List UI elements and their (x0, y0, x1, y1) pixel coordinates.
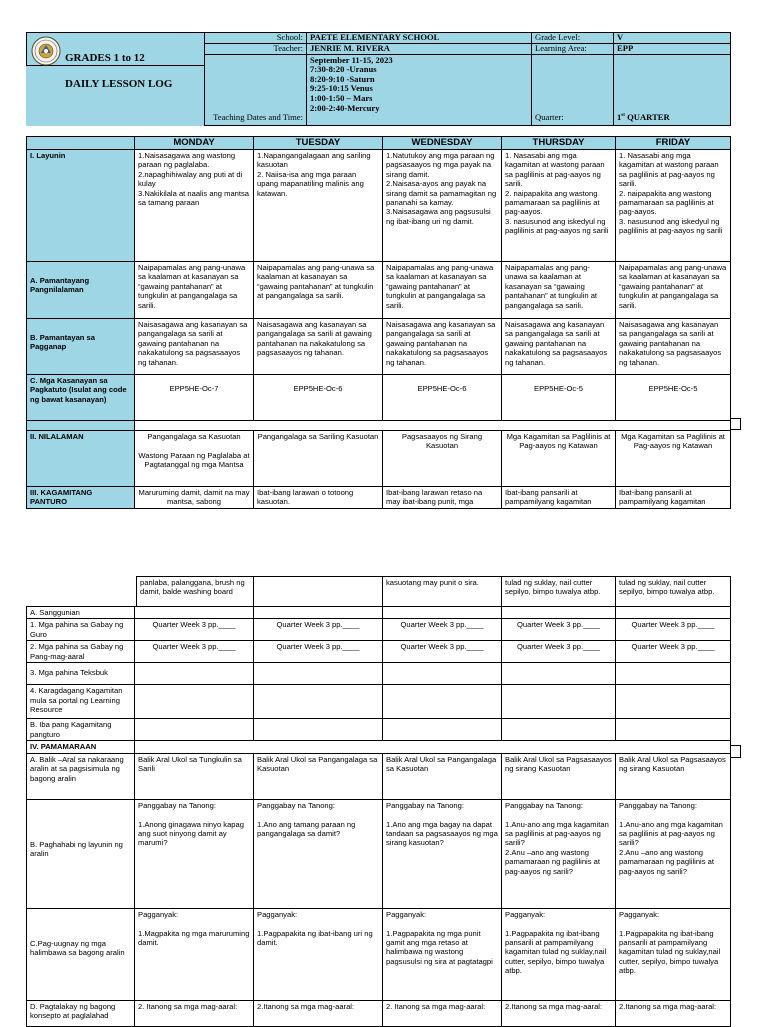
table-cell (616, 607, 731, 619)
dates-value: September 11-15, 2023 7:30-8:20 -Uranus 8:20-9:10 -Saturn 9:25-10:15 Venus 1:00-1:50 – Mars 2:00-2:40-Mercury (307, 54, 532, 125)
table-row (27, 619, 731, 641)
table-cell: kasuotang may punit o sira. (383, 577, 502, 607)
section-label: IV. PAMAMARAAN (27, 741, 135, 753)
lesson-table-page2 (26, 606, 731, 1027)
table-cell: Pagsasaayos ng Sirang Kasuotan (383, 431, 502, 487)
table-cell (135, 685, 254, 719)
table-row (27, 487, 731, 509)
table-cell: Naisasagawa ang kasanayan sa pangangalaga sa sarili at gawaing pantahanan na nakakatulong sa pagsasaayos ng tahanan. (254, 319, 383, 375)
table-cell: Naipapamalas ang pang-unawa sa kaalaman at kasanayan sa “gawaing pantahanan” at tungkulin at pangangalaga sa sarili. (383, 262, 502, 319)
table-cell: 1. Nasasabi ang mga kagamitan at wastong paraan sa paglilinis at pag-aayos ng sarili. 2. naipapakita ang wastong pamamaraan sa paglilinis at pag-aayos. 3. nasusunod ang iskedyul ng paglilinis at pag-aayos ng sarili (616, 150, 731, 262)
table-cell: 2.Itanong sa mga mag-aaral: (502, 1000, 616, 1026)
table-cell: Ibat-ibang larawan o totoong kasuotan. (254, 487, 383, 509)
table-cell (383, 719, 502, 741)
table-cell: Mga Kagamitan sa Paglilinis at Pag-aayos ng Katawan (502, 431, 616, 487)
day-header-row (27, 137, 731, 150)
table-cell: Quarter Week 3 pp.____ (502, 619, 616, 641)
row-label: III. KAGAMITANG PANTURO (27, 487, 135, 509)
row-label: A. Balik –Aral sa nakaraang aralin at sa pagsisimula ng bagong aralin (27, 753, 135, 799)
area-value: EPP (614, 43, 731, 54)
table-cell: Quarter Week 3 pp.____ (135, 619, 254, 641)
table-cell: Quarter Week 3 pp.____ (502, 641, 616, 663)
table-cell: 2.Itanong sa mga mag-aaral: (254, 1000, 383, 1026)
row-label: 3. Mga pahina Teksbuk (27, 663, 135, 685)
row-label: C.Pag-uugnay ng mga halimbawa sa bagong aralin (27, 908, 135, 1000)
table-cell: Quarter Week 3 pp.____ (254, 641, 383, 663)
table-cell (254, 577, 383, 607)
table-cell: Quarter Week 3 pp.____ (383, 619, 502, 641)
table-cell: Panggabay na Tanong: 1.Anong ginagawa ninyo kapag ang suot ninyong damit ay marumi? (135, 799, 254, 908)
table-cell: EPP5HE-Oc-6 (383, 375, 502, 421)
table-edge-mark (730, 745, 741, 758)
table-cell: Pagganyak: 1.Pagpapakita ng ibat-ibang pansarili at pampamilyang kagamitan tulad ng suklay,nail cutter, sepilyo, bimpo tuwalya atbp. (502, 908, 616, 1000)
dates-label: Teaching Dates and Time: (205, 54, 307, 125)
table-cell (254, 685, 383, 719)
table-cell: Quarter Week 3 pp.____ (616, 619, 731, 641)
table-cell: Quarter Week 3 pp.____ (135, 641, 254, 663)
row-label: D. Pagtalakay ng bagong konsepto at paglalahad (27, 1000, 135, 1026)
table-cell (616, 719, 731, 741)
table-cell: Pagganyak: 1.Pagpapakita ng mga punit gamit ang mga retaso at halimbawa ng wastong pagsusulsi ng sira at pagtatagpi (383, 908, 502, 1000)
table-cell (383, 685, 502, 719)
quarter-text: QUARTER (627, 112, 670, 122)
table-cell: EPP5HE-Oc-5 (616, 375, 731, 421)
table-cell: 2. Itanong sa mga mag-aaral: (135, 1000, 254, 1026)
school-label: School: (205, 33, 307, 44)
table-cell: Pagganyak: 1.Magpakita ng mga maruruming damit. (135, 908, 254, 1000)
table-cell (616, 685, 731, 719)
table-cell: 2.Itanong sa mga mag-aaral: (616, 1000, 731, 1026)
table-cell (616, 663, 731, 685)
table-cell (135, 607, 254, 619)
row-label: A. Pamantayang Pangnilalaman (27, 262, 135, 319)
table-row (27, 1000, 731, 1026)
table-cell: Pangangalaga sa Sariling Kasuotan (254, 431, 383, 487)
table-cell: Mga Kagamitan sa Paglilinis at Pag-aayos ng Katawan (616, 431, 731, 487)
section-row (27, 741, 731, 753)
table-cell: Ibat-ibang larawan retaso na may ibat-ibang punit, mga (383, 487, 502, 509)
table-row (27, 799, 731, 908)
quarter-num: 1 (617, 112, 622, 122)
row-label: 4. Karagdagang Kagamitan mula sa portal ng Learning Resource (27, 685, 135, 719)
table-row (27, 753, 731, 799)
row-label: II. NILALAMAN (27, 431, 135, 487)
quarter-value (614, 54, 731, 125)
table-row (27, 685, 731, 719)
row-label: B. Iba pang Kagamitang pangturo (27, 719, 135, 741)
table-cell: 2. Itanong sa mga mag-aaral: (383, 1000, 502, 1026)
table-cell: Pangangalaga sa Kasuotan Wastong Paraan ng Paglalaba at Pagtatanggal ng mga Mantsa (135, 431, 254, 487)
continuation-row (137, 577, 731, 607)
table-cell (254, 719, 383, 741)
table-cell: Pagganyak: 1.Pagpapakita ng ibat-ibang uri ng damit. (254, 908, 383, 1000)
table-cell: Panggabay na Tanong: 1.Anu-ano ang mga kagamitan sa paglilinis at pag-aayos ng sarili? 2.Anu –ano ang wastong pamamaraan ng paglilinis at pag-aayos ng sarili? (502, 799, 616, 908)
table-cell (383, 607, 502, 619)
table-row (27, 641, 731, 663)
table-cell: tulad ng suklay, nail cutter sepilyo, bimpo tuwalya atbp. (616, 577, 731, 607)
row-label: C. Mga Kasanayan sa Pagkatuto (Isulat ang code ng bawat kasanayan) (27, 375, 135, 421)
table-cell: Naipapamalas ang pang-unawa sa kaalaman at kasanayan sa “gawaing pantahanan” at tungkulin at pangangalaga sa sarili. (502, 262, 616, 319)
day-header: THURSDAY (502, 137, 616, 150)
table-cell (383, 663, 502, 685)
table-cell (254, 607, 383, 619)
row-label: 1. Mga pahina sa Gabay ng Guro (27, 619, 135, 641)
table-cell: Balik Aral Ukol sa Pangangalaga sa Kasuotan (383, 753, 502, 799)
table-cell: Panggabay na Tanong: 1.Ano ang tamang paraan ng pangangalaga sa damit? (254, 799, 383, 908)
table-cell: EPP5HE-Oc-5 (502, 375, 616, 421)
table-cell: Quarter Week 3 pp.____ (254, 619, 383, 641)
header-logo-cell (27, 33, 205, 90)
table-cell: Ibat-ibang pansarili at pampamilyang kagamitan (502, 487, 616, 509)
quarter-label: Quarter: (532, 54, 614, 125)
table-cell: Naipapamalas ang pang-unawa sa kaalaman at kasanayan sa “gawaing pantahanan” at tungkulin at pangangalaga sa sarili. (616, 262, 731, 319)
table-cell (502, 607, 616, 619)
teacher-value: JENRIE M. RIVERA (307, 43, 532, 54)
table-cell: 1.Naisasagawa ang wastong paraan ng paglalaba. 2.napaghihiwalay ang puti at di kulay 3.Nakikilala at naalis ang mantsa sa tamang paraan (135, 150, 254, 262)
row-label: B. Paghahabi ng layunin ng aralin (27, 799, 135, 908)
table-row (27, 663, 731, 685)
table-cell: EPP5HE-Oc-6 (254, 375, 383, 421)
spacer-cell (135, 421, 731, 431)
table-cell: 1. Nasasabi ang mga kagamitan at wastong paraan sa paglilinis at pag-aayos ng sarili. 2. naipapakita ang wastong pamamaraan sa paglilinis at pag-aayos. 3. nasusunod ang iskedyul ng paglilinis at pag-aayos ng sarili (502, 150, 616, 262)
table-row (27, 375, 731, 421)
row-label: I. Layunin (27, 150, 135, 262)
table-cell: Quarter Week 3 pp.____ (383, 641, 502, 663)
table-row (27, 431, 731, 487)
table-cell (502, 719, 616, 741)
table-row (27, 262, 731, 319)
deped-seal-icon (31, 36, 61, 66)
corner-cell (27, 137, 135, 150)
day-header: MONDAY (135, 137, 254, 150)
day-header: FRIDAY (616, 137, 731, 150)
table-cell: panlaba, palanggana, brush ng damit, balde washing board (137, 577, 254, 607)
table-row (27, 719, 731, 741)
table-cell: 1.Napangangalagaan ang sariling kasuotan 2. Naiisa-isa ang mga paraan upang mapanatiling malinis ang katawan. (254, 150, 383, 262)
table-cell (502, 663, 616, 685)
table-cell: 1.Natutukoy ang mga paraan ng pagsasaayos ng mga payak na sirang damit. 2.Naisasa-ayos ang payak na sirang damit sa pamamagitan ng pananahi sa kamay. 3.Naisasagawa ang pagsusulsi ng ibat-ibang uri ng damit. (383, 150, 502, 262)
table-cell: Pagganyak: 1.Pagpapakita ng ibat-ibang pansarili at pampamilyang kagamitan tulad ng suklay,nail cutter, sepilyo, bimpo tuwalya atbp. (616, 908, 731, 1000)
table-row (27, 319, 731, 375)
table-row (27, 908, 731, 1000)
spacer-row (27, 421, 731, 431)
day-header: WEDNESDAY (383, 137, 502, 150)
table-cell: Naipapamalas ang pang-unawa sa kaalaman at kasanayan sa “gawaing pantahanan” at tungkulin at pangangalaga sa sarili. (135, 262, 254, 319)
table-cell: Panggabay na Tanong: 1.Ano ang mga bagay na dapat tandaan sa pagsasaayos ng mga sirang kasuotan? (383, 799, 502, 908)
table-cell: Maruruming damit, damit na may mantsa, sabong (135, 487, 254, 509)
header-table (26, 32, 731, 126)
table-cell: Naipapamalas ang pang-unawa sa kaalaman at kasanayan sa “gawaing pantahanan” at tungkulin at pangangalaga sa sarili. (254, 262, 383, 319)
table-cell: Naisasagawa ang kasanayan sa pangangalaga sa sarili at gawaing pantahanan na nakakatulong sa pagsasaayos ng tahanan. (502, 319, 616, 375)
table-row (27, 607, 731, 619)
table-cell: Balik Aral Ukol sa Pagsasaayos ng sirang Kasuotan (502, 753, 616, 799)
table-cell: Ibat-ibang pansarili at pampamilyang kagamitan (616, 487, 731, 509)
quarter-sup: st (621, 113, 625, 119)
row-label: A. Sanggunian (27, 607, 135, 619)
row-label: B. Pamantayan sa Pagganap (27, 319, 135, 375)
grade-label: Grade Level: (532, 33, 614, 44)
table-cell: Naisasagawa ang kasanayan sa pangangalaga sa sarili at gawaing pantahanan na nakakatulong sa pagsasaayos ng tahanan. (616, 319, 731, 375)
table-cell: tulad ng suklay, nail cutter sepilyo, bimpo tuwalya atbp. (502, 577, 616, 607)
area-label: Learning Area: (532, 43, 614, 54)
table-cell (254, 663, 383, 685)
table-cell: Naisasagawa ang kasanayan sa pangangalaga sa sarili at gawaing pantahanan na nakakatulong sa pagsasaayos ng tahanan. (383, 319, 502, 375)
continuation-table (136, 576, 731, 607)
table-cell (135, 719, 254, 741)
grade-value: V (614, 33, 731, 44)
teacher-label: Teacher: (205, 43, 307, 54)
table-edge-mark (730, 418, 741, 430)
table-cell: Balik Aral Ukol sa Pagsasaayos ng sirang Kasuotan (616, 753, 731, 799)
table-cell: Quarter Week 3 pp.____ (616, 641, 731, 663)
spacer-label (27, 421, 135, 431)
table-cell (135, 663, 254, 685)
title-line2: DAILY LESSON LOG (65, 78, 173, 90)
school-value: PAETE ELEMENTARY SCHOOL (307, 33, 532, 44)
title-line1: GRADES 1 to 12 (65, 52, 145, 64)
table-cell: Balik Aral Ukol sa Tungkulin sa Sarili (135, 753, 254, 799)
header-title (65, 39, 172, 104)
table-cell (502, 685, 616, 719)
day-header: TUESDAY (254, 137, 383, 150)
section-cell (135, 741, 731, 753)
table-cell: Panggabay na Tanong: 1.Anu-ano ang mga kagamitan sa paglilinis at pag-aayos ng sarili? 2.Anu –ano ang wastong pamamaraan ng paglilinis at pag-aayos ng sarili? (616, 799, 731, 908)
table-cell: Balik Aral Ukol sa Pangangalaga sa Kasuotan (254, 753, 383, 799)
lesson-table-page1 (26, 136, 731, 509)
table-row (27, 150, 731, 262)
table-cell: Naisasagawa ang kasanayan sa pangangalaga sa sarili at gawaing pantahanan na nakakatulong sa pagsasaayos ng tahanan. (135, 319, 254, 375)
table-cell: EPP5HE-Oc-7 (135, 375, 254, 421)
row-label: 2. Mga pahina sa Gabay ng Pang-mag-aaral (27, 641, 135, 663)
